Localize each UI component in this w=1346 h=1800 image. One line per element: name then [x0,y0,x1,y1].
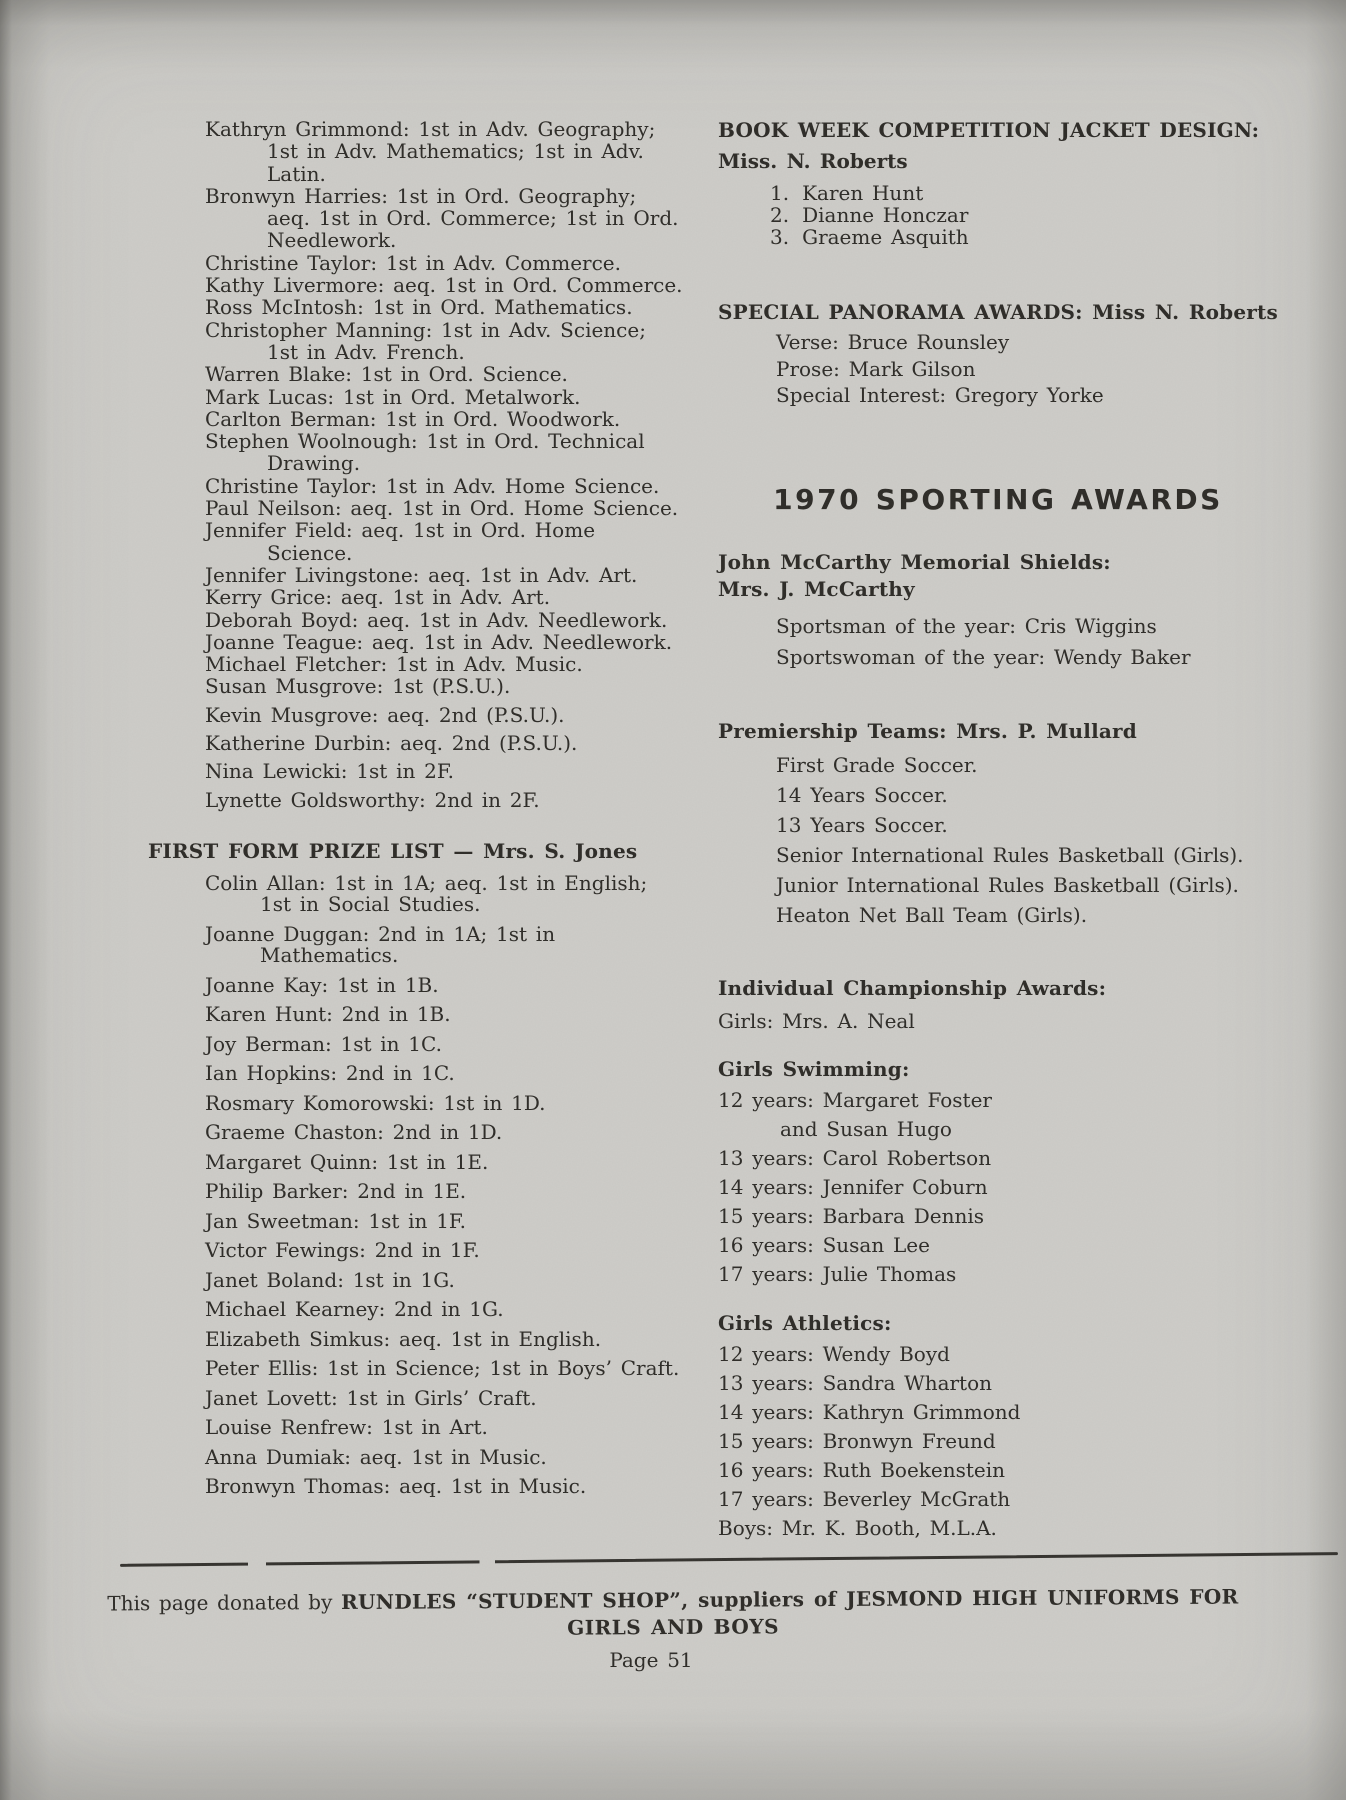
left-column [148,117,690,1506]
text-line: Jennifer Livingstone: aeq. 1st in Adv. Art. [205,562,638,587]
text-line: Kathryn Grimmond: 1st in Adv. Geography; [205,117,656,141]
text-line: Needlework. [267,228,397,253]
text-line: Prose: Mark Gilson [776,356,976,381]
text-line: 15 years: Barbara Dennis [718,1203,985,1228]
list-entry [718,1231,1278,1260]
girls-athletics-heading: Girls Athletics: [718,1310,892,1335]
text-line: Susan Musgrove: 1st (P.S.U.). [205,674,511,699]
book-week-heading: BOOK WEEK COMPETITION JACKET DESIGN: [718,118,1260,142]
list-entry [205,870,690,917]
divider-rule [120,1552,1338,1567]
list-entry [718,870,1278,900]
girls-swimming-results [718,1086,1278,1289]
list-entry [718,1369,1278,1398]
text-line: Ian Hopkins: 2nd in 1C. [205,1061,455,1086]
list-entry [205,1476,690,1498]
donation-prefix: This page donated by [107,1590,333,1616]
list-entry [205,1326,690,1351]
text-line: Junior International Rules Basketball (Girls). [776,872,1239,897]
text-line: Philip Barker: 2nd in 1E. [205,1179,467,1204]
first-form-heading: FIRST FORM PRIZE LIST — Mrs. S. Jones [148,838,638,863]
text-line: Drawing. [267,451,361,476]
book-week-section [718,118,1278,248]
list-entry [205,789,690,811]
list-entry [718,1086,1278,1144]
list-entry [718,810,1278,840]
text-line: Verse: Bruce Rounsley [776,330,1010,354]
text-line: Boys: Mr. K. Booth, M.L.A. [718,1515,997,1540]
girls-swimming-heading: Girls Swimming: [718,1056,910,1081]
list-entry [205,1417,690,1439]
text-line: Joanne Duggan: 2nd in 1A; 1st in [205,921,556,946]
list-entry [205,921,690,968]
donation-shop-name: RUNDLES “STUDENT SHOP”, suppliers of JESMOND HIGH UNIFORMS FOR [341,1584,1239,1615]
text-line: Bronwyn Thomas: aeq. 1st in Music. [205,1474,587,1499]
text-line: 14 years: Kathryn Grimmond [718,1399,1021,1424]
text-line: Joanne Teague: aeq. 1st in Adv. Needlework. [205,629,673,654]
list-entry [205,1208,690,1233]
text-line: 13 Years Soccer. [776,812,948,837]
girls-swimming-section [718,1057,1278,1289]
text-line: Dianne Honczar [802,203,969,227]
list-entry [205,1181,690,1203]
text-line: Katherine Durbin: aeq. 2nd (P.S.U.). [205,731,578,756]
text-line: Christine Taylor: 1st in Adv. Home Science. [205,473,660,498]
text-line: Colin Allan: 1st in 1A; aeq. 1st in English; [205,870,648,895]
text-line: First Grade Soccer. [776,752,978,777]
list-entry [205,732,690,754]
list-entry [718,356,1278,383]
text-line: 16 years: Susan Lee [718,1232,930,1257]
donation-footer [0,1584,1346,1643]
list-entry [718,900,1278,930]
list-entry [205,760,690,782]
text-line: Victor Fewings: 2nd in 1F. [205,1238,480,1263]
text-line: 1st in Adv. French. [267,339,465,364]
text-line: Jan Sweetman: 1st in 1F. [205,1208,467,1233]
list-entry [718,1398,1278,1427]
mccarthy-heading: John McCarthy Memorial Shields: [718,549,1111,574]
list-entry [718,611,1278,642]
list-entry [205,1267,690,1292]
text-line: Warren Blake: 1st in Ord. Science. [205,362,568,387]
list-entry [770,182,1278,204]
text-line: Mathematics. [260,943,399,968]
text-line: aeq. 1st in Ord. Commerce; 1st in Ord. [267,206,679,231]
list-entry [718,1144,1278,1173]
list-entry [205,1149,690,1174]
text-line: Michael Fletcher: 1st in Adv. Music. [205,652,583,677]
list-entry [205,1031,690,1056]
list-entry [718,1340,1278,1369]
list-entry [718,329,1278,356]
text-line: Michael Kearney: 2nd in 1G. [205,1297,504,1322]
text-line: Ross McIntosh: 1st in Ord. Mathematics. [205,295,633,320]
right-column [718,118,1278,1543]
list-entry [205,1090,690,1115]
text-line: 13 years: Carol Robertson [718,1145,992,1170]
mccarthy-shields-section [718,549,1278,673]
list-entry [205,1122,690,1144]
text-line: 15 years: Bronwyn Freund [718,1428,996,1453]
text-line: Janet Boland: 1st in 1G. [205,1267,455,1292]
list-entry [718,1427,1278,1456]
list-entry [205,274,690,296]
premiership-heading: Premiership Teams: Mrs. P. Mullard [718,718,1137,743]
text-line: Bronwyn Harries: 1st in Ord. Geography; [205,183,637,208]
text-line: Christine Taylor: 1st in Adv. Commerce. [205,250,621,275]
text-line: 1st in Social Studies. [260,892,481,917]
text-line: Latin. [267,161,326,186]
list-entry [718,1485,1278,1514]
list-entry [770,204,1278,226]
text-line: 14 Years Soccer. [776,782,948,807]
list-entry [205,586,690,608]
list-entry [205,631,690,653]
list-entry [718,1260,1278,1289]
text-line: Kerry Grice: aeq. 1st in Adv. Art. [205,585,551,610]
panorama-award-list [718,329,1278,409]
list-entry [205,185,690,252]
list-entry [205,653,690,675]
first-form-prize-list [205,870,690,1499]
text-line: Graeme Asquith [802,225,969,249]
list-entry [205,386,690,408]
list-entry [205,497,690,519]
text-line: Stephen Woolnough: 1st in Ord. Technical [205,429,645,454]
text-line: 13 years: Sandra Wharton [718,1370,993,1395]
list-entry [205,408,690,430]
sporting-awards-title: 1970 SPORTING AWARDS [773,482,1223,516]
girls-athletics-section [718,1311,1278,1543]
text-line: Sportsman of the year: Cris Wiggins [776,613,1157,638]
book-week-winner-list [770,182,1278,248]
text-line: Sportswoman of the year: Wendy Baker [776,644,1191,669]
text-line: Mark Lucas: 1st in Ord. Metalwork. [205,384,581,409]
text-line: Joanne Kay: 1st in 1B. [205,972,439,997]
list-entry [718,1202,1278,1231]
list-entry [205,519,690,564]
text-line: Margaret Quinn: 1st in 1E. [205,1149,489,1174]
list-entry [205,1299,690,1321]
girls-athletics-results [718,1340,1278,1543]
text-line: Deborah Boyd: aeq. 1st in Adv. Needlework. [205,607,668,632]
text-line: Kathy Livermore: aeq. 1st in Ord. Commerce. [205,273,683,298]
text-line: Lynette Goldsworthy: 2nd in 2F. [205,787,540,812]
panorama-section [718,300,1278,409]
text-line: Elizabeth Simkus: aeq. 1st in English. [205,1326,602,1351]
text-line: 17 years: Beverley McGrath [718,1486,1011,1511]
list-entry [205,118,690,185]
premiership-section [718,719,1278,930]
page-number: Page 51 [609,1648,693,1672]
list-entry [718,780,1278,810]
list-entry [205,1063,690,1085]
text-line: Christopher Manning: 1st in Adv. Science; [205,317,646,342]
text-line: Senior International Rules Basketball (Girls). [776,842,1244,867]
text-line: Peter Ellis: 1st in Science; 1st in Boys’ Craft. [205,1356,680,1381]
text-line: Special Interest: Gregory Yorke [776,383,1104,407]
list-entry [718,1173,1278,1202]
list-entry [205,430,690,475]
text-line: Joy Berman: 1st in 1C. [205,1031,442,1056]
list-entry [205,296,690,318]
text-line: Anna Dumiak: aeq. 1st in Music. [205,1444,547,1469]
text-line: Paul Neilson: aeq. 1st in Ord. Home Science. [205,496,679,521]
list-entry [718,840,1278,870]
list-entry [718,382,1278,409]
individual-awards-section [718,976,1278,1033]
text-line: 12 years: Wendy Boyd [718,1341,950,1366]
list-entry [718,642,1278,673]
text-line: 17 years: Julie Thomas [718,1261,957,1286]
donation-line2: GIRLS AND BOYS [567,1614,780,1640]
premiership-team-list [718,750,1278,930]
text-line: Jennifer Field: aeq. 1st in Ord. Home [205,518,596,543]
text-line: Nina Lewicki: 1st in 2F. [205,759,454,784]
text-line: Karen Hunt [802,181,924,205]
list-entry [205,319,690,364]
list-entry [205,609,690,631]
text-line: Karen Hunt: 2nd in 1B. [205,1002,451,1027]
list-entry [205,1385,690,1410]
list-entry [718,1514,1278,1543]
text-line: 12 years: Margaret Foster [718,1087,992,1112]
mccarthy-award-list [718,611,1278,673]
list-entry [205,704,690,726]
list-entry [770,226,1278,248]
text-line: Louise Renfrew: 1st in Art. [205,1415,488,1440]
individual-awards-girls: Girls: Mrs. A. Neal [718,1008,915,1033]
list-entry [205,675,690,697]
text-line: 1st in Adv. Mathematics; 1st in Adv. [267,139,644,164]
list-entry [205,363,690,385]
list-entry [205,1240,690,1262]
book-week-teacher: Miss. N. Roberts [718,149,908,173]
list-entry [205,1358,690,1380]
list-entry [718,1456,1278,1485]
list-entry [205,972,690,997]
text-line: Science. [267,540,353,565]
mccarthy-teacher: Mrs. J. McCarthy [718,576,915,601]
list-entry [205,1444,690,1469]
panorama-heading: SPECIAL PANORAMA AWARDS: Miss N. Roberts [718,300,1278,324]
text-line: Kevin Musgrove: aeq. 2nd (P.S.U.). [205,702,565,727]
senior-prize-list [205,118,690,811]
text-line: and Susan Hugo [780,1116,952,1141]
list-entry [205,1004,690,1026]
list-entry [205,252,690,274]
text-line: Rosmary Komorowski: 1st in 1D. [205,1090,546,1115]
list-entry [205,564,690,586]
text-line: Janet Lovett: 1st in Girls’ Craft. [205,1385,537,1410]
text-line: 14 years: Jennifer Coburn [718,1174,988,1199]
list-entry [718,750,1278,780]
text-line: Graeme Chaston: 2nd in 1D. [205,1120,503,1145]
text-line: 16 years: Ruth Boekenstein [718,1457,1006,1482]
text-line: Carlton Berman: 1st in Ord. Woodwork. [205,406,621,431]
individual-awards-heading: Individual Championship Awards: [718,975,1107,1000]
list-entry [205,475,690,497]
text-line: Heaton Net Ball Team (Girls). [776,902,1088,927]
